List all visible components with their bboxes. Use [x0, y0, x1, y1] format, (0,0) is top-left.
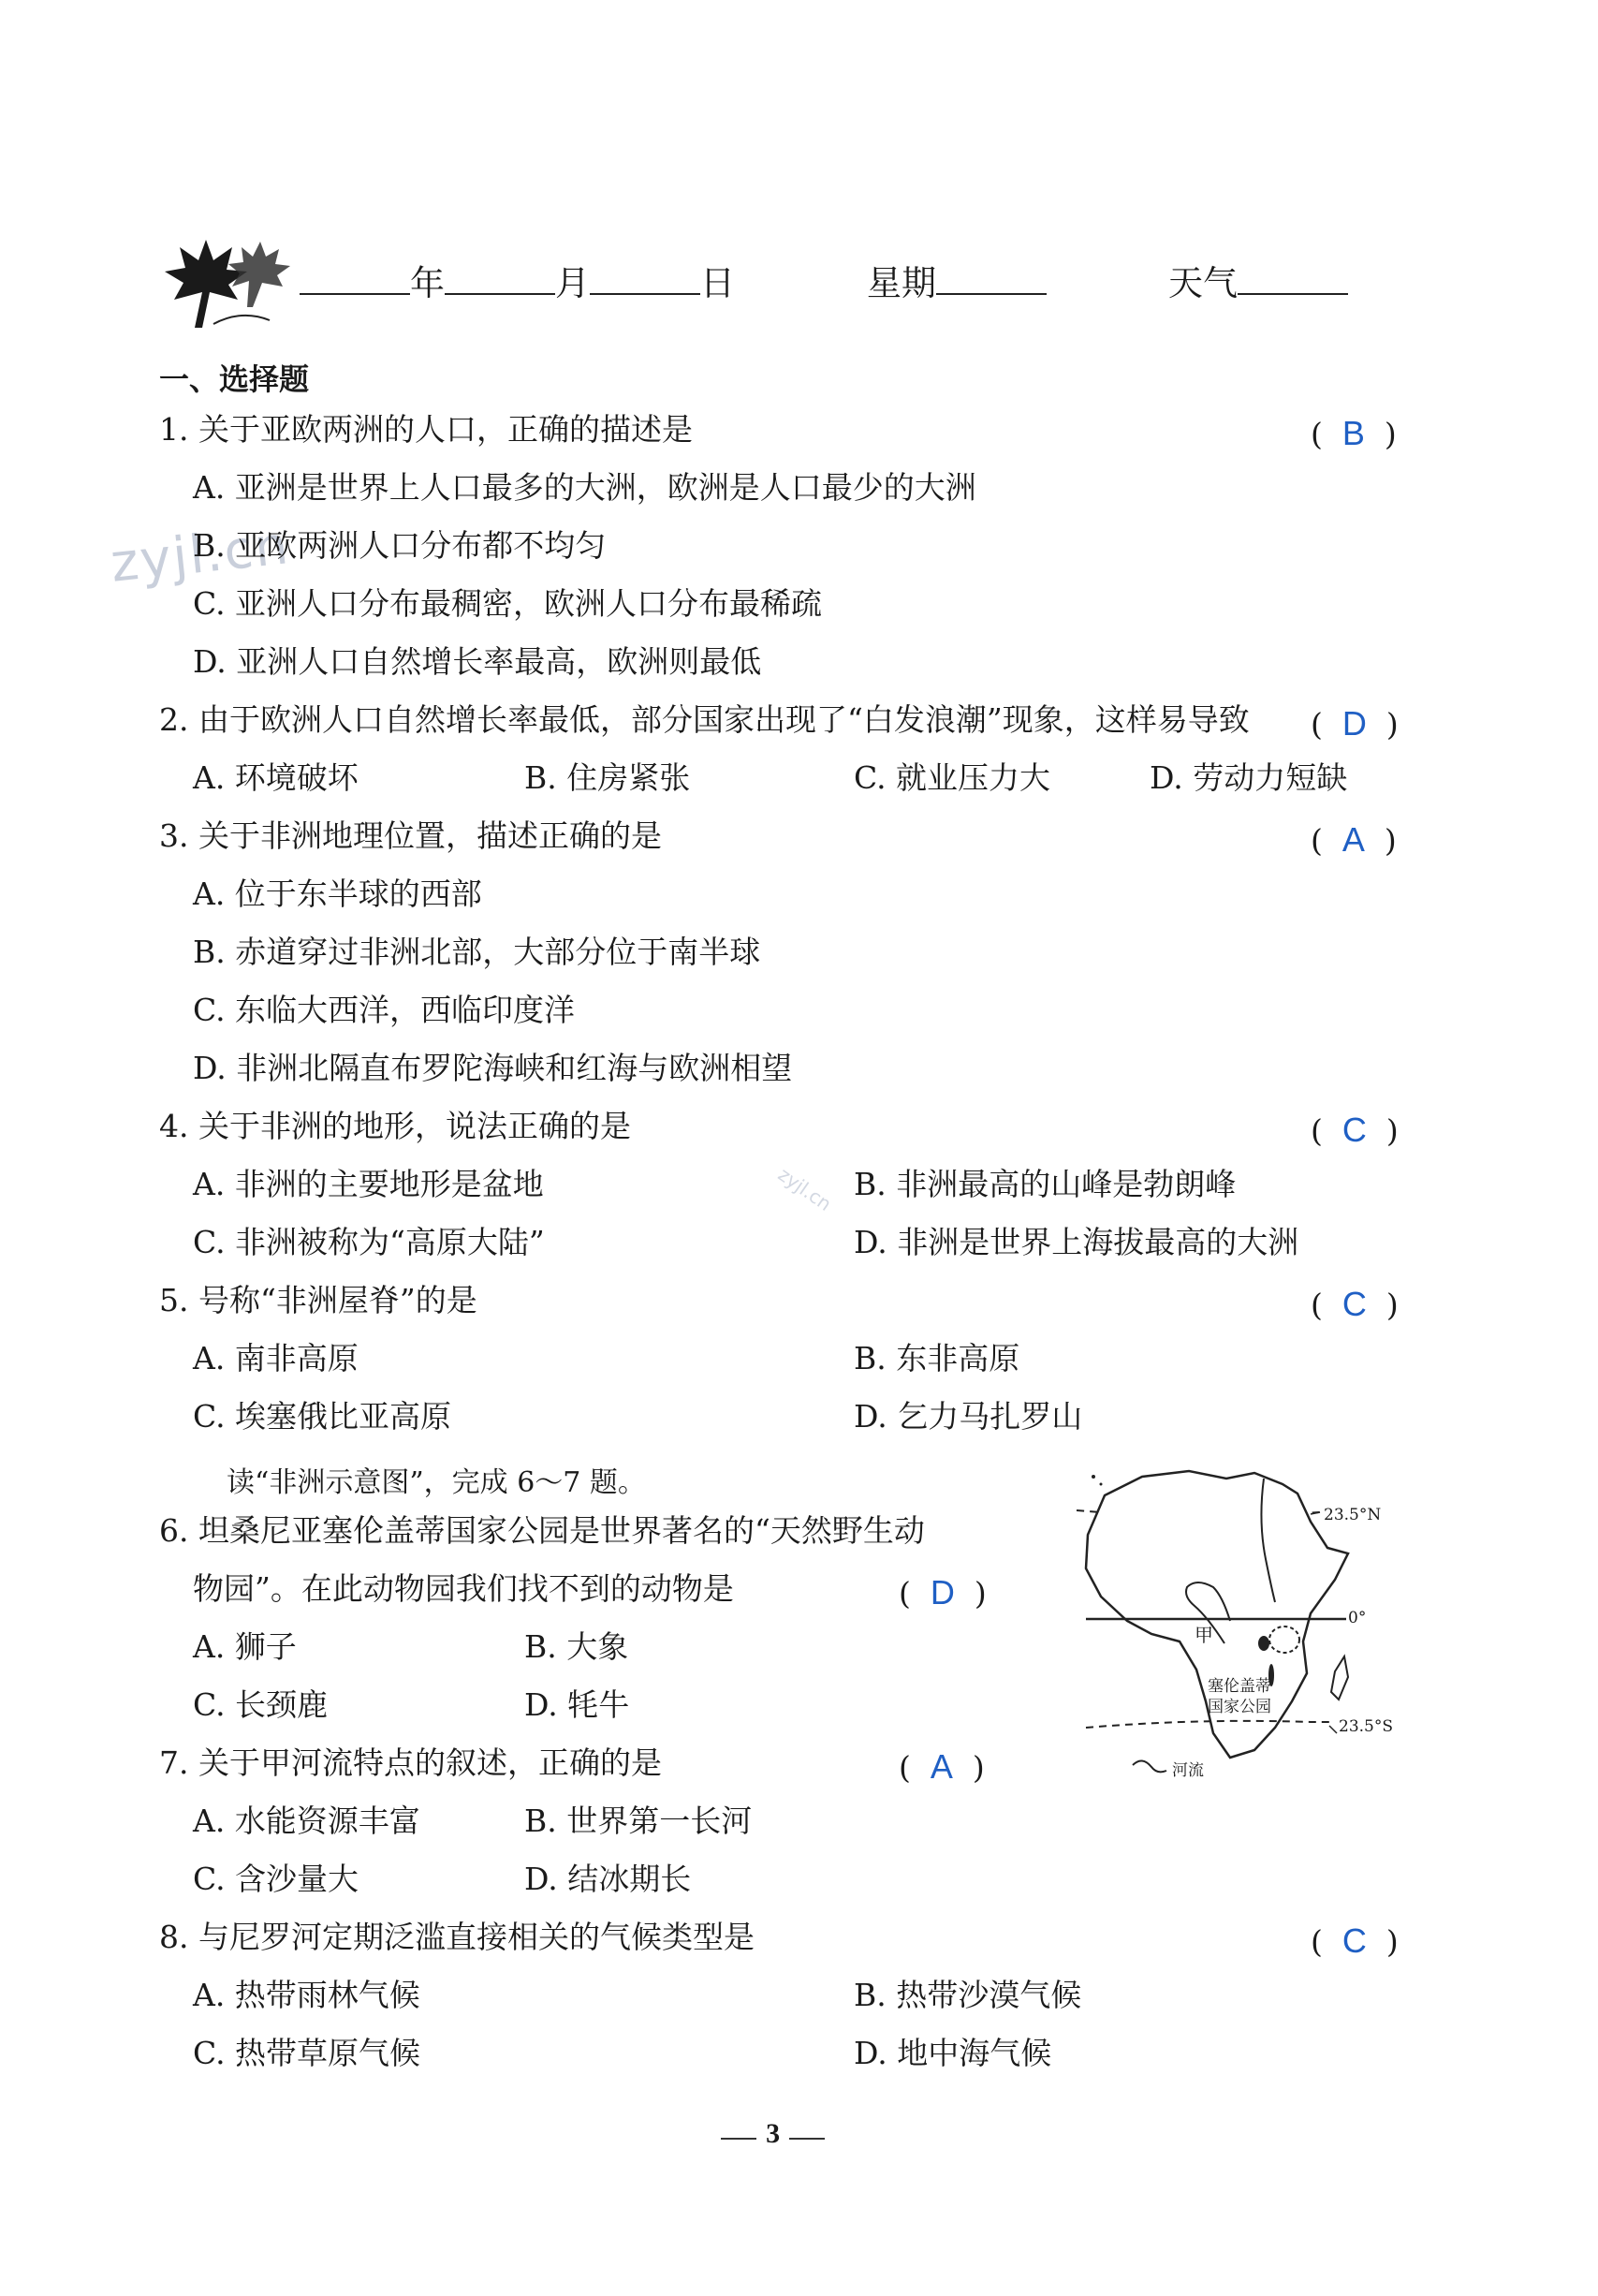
option: D. 牦牛 — [524, 1686, 630, 1723]
date-header — [300, 255, 735, 305]
option: C. 长颈鹿 — [193, 1686, 329, 1723]
weather-field — [1168, 255, 1348, 305]
option: C. 含沙量大 — [193, 1861, 359, 1897]
watermark-small: zyjl.cn — [773, 1162, 836, 1216]
option: D. 地中海气候 — [854, 2035, 1052, 2071]
park-label-line2: 国家公园 — [1208, 1698, 1271, 1716]
option: B. 亚欧两洲人口分布都不均匀 — [193, 527, 607, 564]
question-stem: 8. 与尼罗河定期泛滥直接相关的气候类型是 — [159, 1919, 755, 1955]
question-stem: 1. 关于亚欧两洲的人口，正确的描述是 — [159, 411, 693, 448]
option: B. 非洲最高的山峰是勃朗峰 — [854, 1166, 1237, 1202]
section-title: 一、选择题 — [159, 361, 310, 397]
answer: D — [930, 1573, 955, 1612]
option: C. 亚洲人口分布最稠密，欧洲人口分布最稀疏 — [193, 585, 823, 622]
madagascar — [1331, 1656, 1348, 1700]
tropic-capricorn-label: 23.5°S — [1339, 1717, 1393, 1736]
tropic-cancer-label: 23.5°N — [1324, 1506, 1382, 1524]
option: C. 东临大西洋，西临印度洋 — [193, 992, 576, 1028]
page-number — [721, 2118, 825, 2150]
option: D. 劳动力短缺 — [1150, 759, 1348, 796]
answer: C — [1341, 1921, 1367, 1960]
river-legend-icon — [1133, 1760, 1166, 1772]
option: D. 非洲北隔直布罗陀海峡和红海与欧洲相望 — [193, 1050, 793, 1086]
option: A. 热带雨林气候 — [193, 1977, 420, 2013]
park-label-line1: 塞伦盖蒂 — [1208, 1677, 1271, 1696]
watermark: zyjl.cn — [108, 515, 293, 595]
answer: A — [1341, 820, 1365, 859]
answer: B — [1341, 414, 1365, 452]
question-stem: 6. 坦桑尼亚塞伦盖蒂国家公园是世界著名的“天然野生动 — [159, 1512, 925, 1549]
answer-bracket: ( A ) — [899, 1747, 985, 1786]
question-stem: 3. 关于非洲地理位置，描述正确的是 — [159, 817, 662, 854]
answer-bracket: ( C ) — [1311, 1921, 1399, 1960]
option: D. 亚洲人口自然增长率最高，欧洲则最低 — [193, 643, 762, 680]
option: C. 热带草原气候 — [193, 2035, 421, 2071]
answer-bracket: ( C ) — [1311, 1285, 1399, 1323]
option: B. 大象 — [524, 1628, 629, 1665]
option: B. 住房紧张 — [524, 759, 691, 796]
answer: D — [1341, 704, 1367, 743]
question-stem: 4. 关于非洲的地形，说法正确的是 — [159, 1108, 631, 1144]
answer-bracket: ( B ) — [1311, 414, 1397, 452]
weekday-field — [867, 255, 1047, 305]
option: B. 世界第一长河 — [524, 1803, 753, 1839]
question-stem: 5. 号称“非洲屋脊”的是 — [159, 1282, 477, 1318]
option: A. 环境破坏 — [193, 759, 359, 796]
option: B. 热带沙漠气候 — [854, 1977, 1082, 2013]
option: B. 赤道穿过非洲北部，大部分位于南半球 — [193, 934, 761, 970]
month-label: 月 — [555, 263, 590, 303]
option: C. 非洲被称为“高原大陆” — [193, 1224, 545, 1260]
year-label: 年 — [410, 263, 445, 303]
option: D. 乞力马扎罗山 — [854, 1398, 1083, 1435]
weather-label: 天气 — [1168, 263, 1238, 303]
answer-bracket: ( D ) — [1311, 704, 1399, 743]
equator-label: 0° — [1348, 1609, 1367, 1627]
option: A. 南非高原 — [193, 1340, 359, 1376]
option: A. 狮子 — [193, 1628, 297, 1665]
answer-bracket: ( C ) — [1311, 1111, 1399, 1149]
question-stem-continued: 物园”。在此动物园我们找不到的动物是 — [193, 1570, 734, 1607]
day-label: 日 — [700, 263, 735, 303]
river-legend-label: 河流 — [1172, 1761, 1204, 1780]
answer-bracket: ( D ) — [899, 1573, 987, 1612]
map-instruction: 读“非洲示意图”，完成 6～7 题。 — [227, 1466, 646, 1499]
tropic-of-capricorn-line — [1086, 1721, 1329, 1728]
answer: A — [930, 1747, 953, 1786]
option: B. 东非高原 — [854, 1340, 1020, 1376]
option: A. 非洲的主要地形是盆地 — [193, 1166, 544, 1202]
weekday-label: 星期 — [867, 263, 936, 303]
question-stem: 7. 关于甲河流特点的叙述，正确的是 — [159, 1744, 662, 1781]
option: A. 位于东半球的西部 — [193, 876, 482, 912]
answer: C — [1341, 1285, 1367, 1323]
maple-leaf-icon — [157, 234, 307, 337]
option: C. 就业压力大 — [854, 759, 1051, 796]
option: A. 水能资源丰富 — [193, 1803, 420, 1839]
question-stem: 2. 由于欧洲人口自然增长率最低，部分国家出现了“白发浪潮”现象，这样易导致 — [159, 701, 1250, 738]
page-number-value: 3 — [766, 2118, 781, 2149]
option: A. 亚洲是世界上人口最多的大洲，欧洲是人口最少的大洲 — [193, 469, 976, 506]
jia-label: 甲 — [1195, 1624, 1213, 1646]
answer: C — [1341, 1111, 1367, 1149]
option: D. 结冰期长 — [524, 1861, 692, 1897]
answer-bracket: ( A ) — [1311, 820, 1397, 859]
option: D. 非洲是世界上海拔最高的大洲 — [854, 1224, 1299, 1260]
option: C. 埃塞俄比亚高原 — [193, 1398, 452, 1435]
